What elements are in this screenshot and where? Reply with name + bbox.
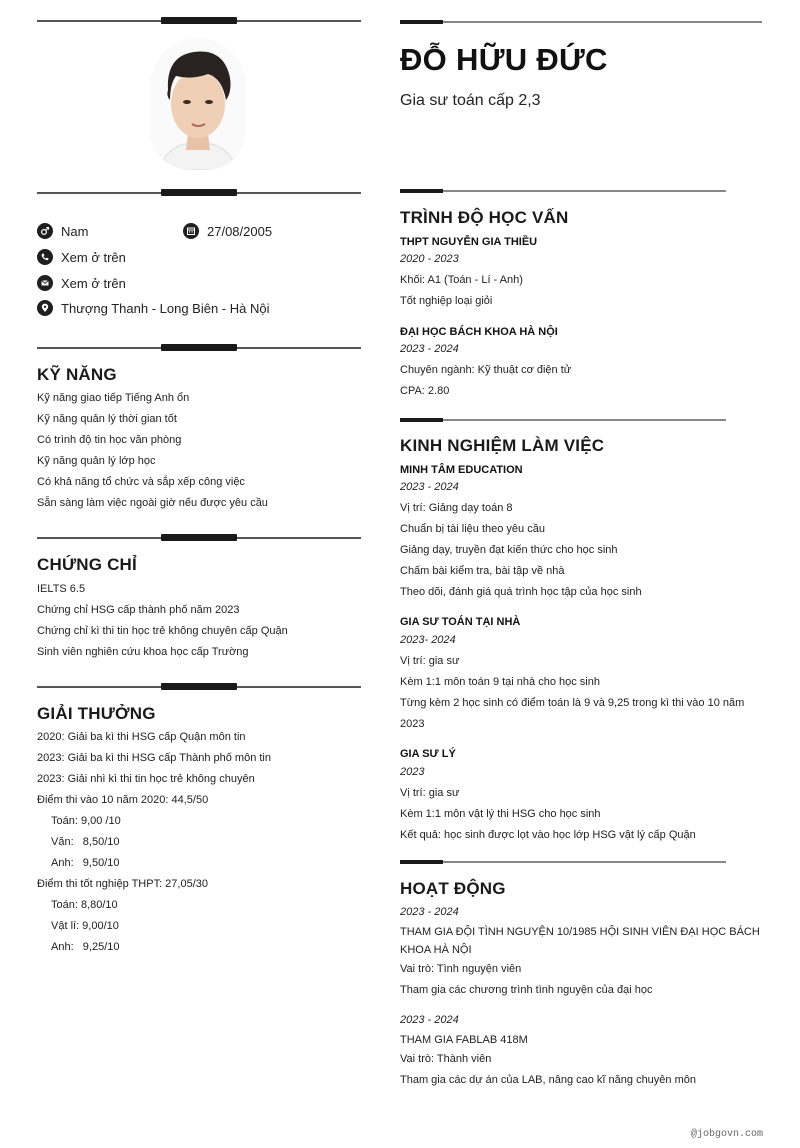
gender-icon [37, 223, 53, 239]
period-text: 2023 - 2024 [400, 1014, 459, 1026]
detail-text: Kèm 1:1 môn toán 9 tại nhà cho học sinh [400, 676, 600, 688]
detail-text: Vị trí: Giảng dạy toán 8 [400, 502, 513, 514]
skills-heading: KỸ NĂNG [37, 365, 117, 384]
email-text: Xem ở trên [61, 275, 126, 291]
certificate-item: Chứng chỉ kì thi tin học trẻ không chuyên cấp Quận [37, 625, 288, 637]
school-name: THPT NGUYỄN GIA THIỀU [400, 236, 538, 248]
section-divider [37, 192, 361, 194]
dob-text: 27/08/2005 [207, 223, 273, 239]
detail-text: Vị trí: gia sư [400, 655, 460, 667]
gender-text: Nam [61, 223, 89, 239]
section-divider [37, 537, 361, 539]
skill-item: Kỹ năng quản lý lớp học [37, 455, 156, 467]
education-entry [400, 249, 523, 312]
detail-text: Chuyên ngành: Kỹ thuật cơ điện tử [400, 364, 572, 376]
activity-entry [400, 902, 760, 1001]
detail-text: Kết quả: học sinh được lọt vào học lớp HSG vật lý cấp Quận [400, 829, 696, 841]
detail-text: Tốt nghiệp loại giỏi [400, 295, 493, 307]
skill-item: Kỹ năng giao tiếp Tiếng Anh ổn [37, 392, 190, 404]
calendar-icon [183, 223, 199, 239]
detail-text: Kèm 1:1 môn vật lý thi HSG cho học sinh [400, 808, 601, 820]
activities-heading: HOẠT ĐỘNG [400, 879, 506, 898]
certificate-item: Chứng chỉ HSG cấp thành phố năm 2023 [37, 604, 240, 616]
detail-text: Từng kèm 2 học sinh có điểm toán là 9 và 9,25 trong kì thi vào 10 năm [400, 697, 745, 709]
section-divider [400, 861, 726, 863]
score-item: Văn: 8,50/10 [51, 836, 120, 848]
award-item: 2023: Giải nhì kì thi tin học trẻ không chuyên [37, 773, 255, 785]
detail-text: Vai trò: Thành viên [400, 1053, 492, 1065]
activity-title: THAM GIA FABLAB 418M [400, 1034, 528, 1046]
contact-address [37, 300, 270, 316]
section-divider [37, 686, 361, 688]
activity-title: THAM GIA ĐỘI TÌNH NGUYỆN 10/1985 HỘI SINH VIÊN ĐẠI HỌC BÁCH [400, 926, 760, 938]
certificate-item: IELTS 6.5 [37, 583, 86, 595]
detail-text: Chuẩn bị tài liệu theo yêu cầu [400, 523, 545, 535]
activity-title: KHOA HÀ NỘI [400, 944, 472, 956]
section-divider [400, 419, 726, 421]
location-pin-icon [37, 300, 53, 316]
candidate-name: ĐỖ HỮU ĐỨC [400, 42, 608, 77]
score-item: Toán: 9,00 /10 [51, 815, 121, 827]
profile-photo [150, 38, 246, 170]
period-text: 2020 - 2023 [400, 253, 459, 265]
period-text: 2023 - 2024 [400, 343, 459, 355]
activity-entry [400, 1010, 696, 1091]
period-text: 2023 - 2024 [400, 906, 459, 918]
detail-text: CPA: 2.80 [400, 385, 450, 397]
detail-text: Vai trò: Tình nguyện viên [400, 963, 522, 975]
org-name: GIA SƯ LÝ [400, 748, 456, 760]
award-item: Điểm thi vào 10 năm 2020: 44,5/50 [37, 794, 209, 806]
contact-gender [37, 223, 88, 239]
period-text: 2023 - 2024 [400, 481, 459, 493]
phone-icon [37, 249, 53, 265]
awards-heading: GIẢI THƯỞNG [37, 704, 156, 723]
mail-icon [37, 275, 53, 291]
score-item: Anh: 9,25/10 [51, 941, 120, 953]
certificates-list [37, 579, 288, 663]
phone-text: Xem ở trên [61, 249, 126, 265]
skill-item: Kỹ năng quản lý thời gian tốt [37, 413, 177, 425]
address-text: Thượng Thanh - Long Biên - Hà Nội [61, 300, 270, 316]
school-name: ĐẠI HỌC BÁCH KHOA HÀ NỘI [400, 326, 558, 338]
detail-text: 2023 [400, 718, 425, 730]
org-name: MINH TÂM EDUCATION [400, 464, 523, 476]
contact-phone [37, 249, 126, 265]
skill-item: Có khả năng tổ chức và sắp xếp công việc [37, 476, 245, 488]
awards-list [37, 727, 271, 958]
score-item: Anh: 9,50/10 [51, 857, 120, 869]
detail-text: Giảng dạy, truyền đạt kiến thức cho học sinh [400, 544, 618, 556]
section-divider [400, 21, 762, 23]
score-item: Toán: 8,80/10 [51, 899, 118, 911]
detail-text: Vị trí: gia sư [400, 787, 460, 799]
period-text: 2023- 2024 [400, 634, 456, 646]
section-divider [37, 20, 361, 22]
contact-email [37, 275, 126, 291]
grad-score-label: Điểm thi tốt nghiệp THPT: 27,05/30 [37, 878, 209, 890]
period-text: 2023 [400, 766, 425, 778]
detail-text: Tham gia các chương trình tình nguyện của đại học [400, 984, 653, 996]
experience-entry [400, 762, 696, 846]
org-name: GIA SƯ TOÁN TẠI NHÀ [400, 616, 521, 628]
skill-item: Có trình độ tin học văn phòng [37, 434, 182, 446]
score-item: Vật lí: 9,00/10 [51, 920, 119, 932]
detail-text: Tham gia các dự án của LAB, nâng cao kĩ năng chuyên môn [400, 1074, 696, 1086]
skill-item: Sẵn sàng làm việc ngoài giờ nếu được yêu cầu [37, 497, 268, 509]
experience-heading: KINH NGHIỆM LÀM VIỆC [400, 436, 605, 455]
job-title: Gia sư toán cấp 2,3 [400, 92, 541, 109]
contact-dob [183, 223, 272, 239]
experience-entry [400, 477, 642, 603]
award-item: 2020: Giải ba kì thi HSG cấp Quận môn tin [37, 731, 246, 743]
skills-list [37, 388, 268, 514]
education-entry [400, 339, 571, 402]
section-divider [37, 347, 361, 349]
certificates-heading: CHỨNG CHỈ [37, 555, 137, 574]
education-heading: TRÌNH ĐỘ HỌC VẤN [400, 208, 569, 227]
experience-entry [400, 630, 744, 735]
watermark: @jobgovn.com [690, 1129, 763, 1140]
detail-text: Khối: A1 (Toán - Lí - Anh) [400, 274, 523, 286]
detail-text: Chấm bài kiểm tra, bài tập về nhà [400, 565, 565, 577]
certificate-item: Sinh viên nghiên cứu khoa học cấp Trường [37, 646, 249, 658]
detail-text: Theo dõi, đánh giá quá trình học tập của học sinh [400, 586, 642, 598]
award-item: 2023: Giải ba kì thi HSG cấp Thành phố môn tin [37, 752, 271, 764]
section-divider [400, 190, 726, 192]
